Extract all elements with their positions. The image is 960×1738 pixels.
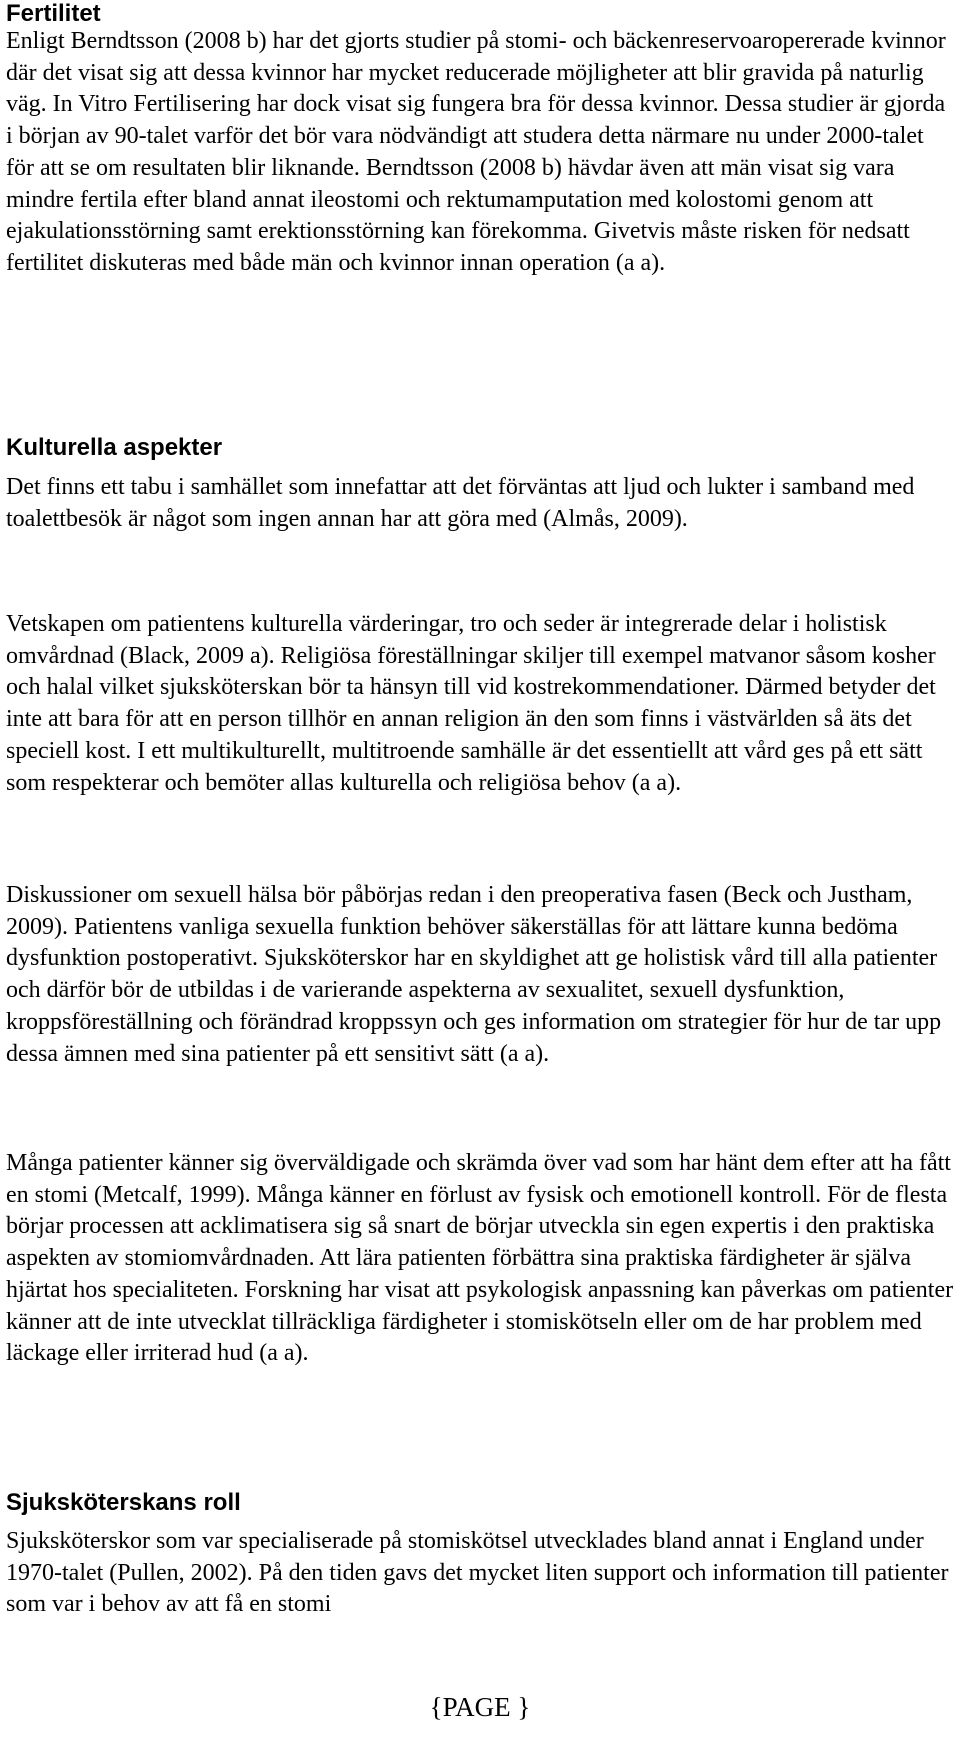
section-heading-kulturella-aspekter: Kulturella aspekter <box>6 434 223 461</box>
paragraph-kulturella-1: Det finns ett tabu i samhället som innefattar att det förväntas att ljud och lukter i samband med toalettbesök är något som ingen annan har att göra med (Almås, 2009). <box>6 474 915 532</box>
paragraph-kulturella-3: Diskussioner om sexuell hälsa bör påbörjas redan i den preoperativa fasen (Beck och Justham, 2009). Patientens vanliga sexuella funktion behöver säkerställas för att lättare kunna bedöma dysfunktion postoperativt. Sjuksköterskor har en skyldighet att ge holistisk vård till alla patienter och därför bör de utbildas i de varierande aspekterna av sexualitet, sexuell dysfunktion, kroppsföreställning och förändrad kroppssyn och ges information om strategier för hur de tar upp dessa ämnen med sina patienter på ett sensitivt sätt (a a). <box>6 882 942 1067</box>
page-number-field: {PAGE } <box>429 1692 531 1722</box>
paragraph-kulturella-2: Vetskapen om patientens kulturella värderingar, tro och seder är integrerade delar i holistisk omvårdnad (Black, 2009 a). Religiösa föreställningar skiljer till exempel matvanor såsom kosher och halal vilket sjuksköterskan bör ta hänsyn till vid kostrekommendationer. Därmed betyder det inte att bara för att en person tillhör en annan religion än den som finns i västvärlden så äts det speciell kost. I ett multikulturellt, multitroende samhälle är det essentiellt att vård ges på ett sätt som respekterar och bemöter allas kulturella och religiösa behov (a a). <box>6 611 936 796</box>
paragraph-sjukskoterskans-roll: Sjuksköterskor som var specialiserade på stomiskötsel utvecklades bland annat i England under 1970-talet (Pullen, 2002). På den tiden gavs det mycket liten support och information till patienter som var i behov av att få en stomi <box>6 1528 949 1618</box>
paragraph-kulturella-4: Många patienter känner sig överväldigade och skrämda över vad som har hänt dem efter att ha fått en stomi (Metcalf, 1999). Många känner en förlust av fysisk och emotionell kontroll. För de flesta börjar processen att acklimatisera sig så snart de börjar utveckla sin egen expertis i den praktiska aspekten av stomiomvårdnaden. Att lära patienten förbättra sina praktiska färdigheter är själva hjärtat hos specialiteten. Forskning har visat att psykologisk anpassning kan påverkas om patienter känner att de inte utvecklat tillräckliga färdigheter i stomiskötseln eller om de har problem med läckage eller irriterad hud (a a). <box>6 1150 954 1367</box>
section-heading-sjukskoterskans-roll: Sjuksköterskans roll <box>6 1489 241 1516</box>
paragraph-fertilitet: Enligt Berndtsson (2008 b) har det gjorts studier på stomi- och bäckenreservoaropererade kvinnor där det visat sig att dessa kvinnor har mycket reducerade möjligheter att blir gravida på naturlig väg. In Vitro Fertilisering har dock visat sig fungera bra för dessa kvinnor. Dessa studier är gjorda i början av 90-talet varför det bör vara nödvändigt att studera detta närmare nu under 2000-talet för att se om resultaten blir liknande. Berndtsson (2008 b) hävdar även att män visat sig vara mindre fertila efter bland annat ileostomi och rektumamputation med kolostomi genom att ejakulationsstörning samt erektionsstörning kan förekomma. Givetvis måste risken för nedsatt fertilitet diskuteras med både män och kvinnor innan operation (a a). <box>6 28 946 276</box>
section-heading-fertilitet: Fertilitet <box>6 0 101 27</box>
